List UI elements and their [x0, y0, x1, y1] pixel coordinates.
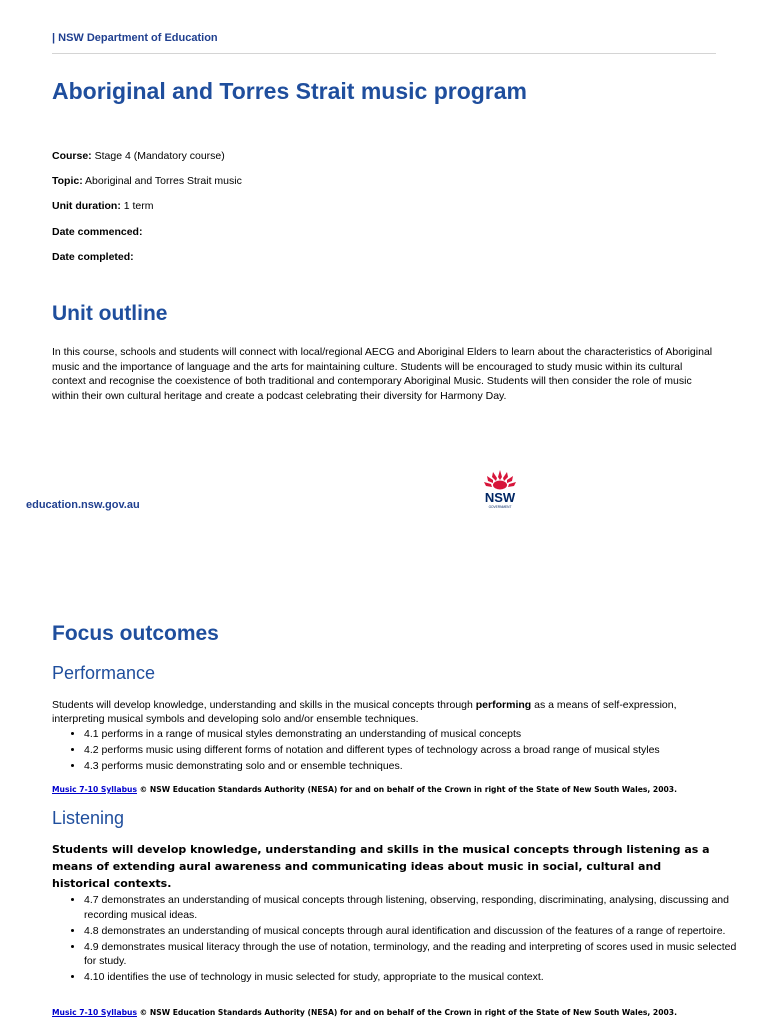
syllabus-link[interactable]: Music 7-10 Syllabus: [52, 1008, 137, 1017]
nsw-government-logo: [478, 468, 522, 512]
footer-url[interactable]: education.nsw.gov.au: [26, 499, 140, 511]
meta-value: 1 term: [120, 200, 154, 212]
list-item: • 4.9 demonstrates musical literacy through the use of notation, terminology, and the reading and interpreting of scores used in music selected for study.: [84, 940, 748, 969]
meta-course: [52, 150, 225, 162]
waratah-flower-icon: [484, 470, 516, 490]
listening-heading: Listening: [52, 808, 125, 828]
listening-outcomes-list: [52, 893, 748, 986]
performance-intro-bold: performing: [475, 699, 532, 711]
listening-citation: [52, 1008, 752, 1017]
citation-text: © NSW Education Standards Authority (NESA) for and on behalf of the Crown in right of the State of New South Wales, 2003.: [137, 1008, 677, 1017]
unit-outline-heading: Unit outline: [52, 302, 168, 325]
meta-label: Unit duration:: [52, 200, 121, 212]
list-item: • 4.10 identifies the use of technology in music selected for study, appropriate to the musical context.: [84, 970, 748, 985]
list-item: • 4.8 demonstrates an understanding of musical concepts through aural identification and discussion of the features of a range of repertoire.: [84, 924, 748, 939]
meta-unit-duration: [52, 200, 154, 212]
meta-label: Topic:: [52, 175, 83, 187]
syllabus-link[interactable]: Music 7-10 Syllabus: [52, 785, 137, 794]
meta-date-commenced: [52, 226, 142, 238]
meta-topic: [52, 175, 242, 187]
unit-outline-paragraph: In this course, schools and students will connect with local/regional AECG and Aboriginal Elders to learn about the characteristics of Aboriginal music and the importance of language and the arts for maintaining culture. Students will be encouraged to study music within its cultural context and recognise the coexistence of both traditional and contemporary Aboriginal Music. Students will then consider the role of music within their own cultural heritage and create a podcast celebrating their diversity for Harmony Day.: [52, 346, 713, 402]
meta-date-completed: [52, 251, 134, 263]
performance-citation: [52, 785, 752, 794]
meta-value: Stage 4 (Mandatory course): [91, 150, 225, 162]
performance-intro-after: as a means of self-expression, interpreting musical symbols and developing solo and/or ensemble techniques.: [52, 699, 677, 725]
performance-heading: Performance: [52, 663, 156, 683]
performance-outcomes-list: [52, 727, 748, 775]
department-header: | NSW Department of Education: [52, 32, 218, 44]
listening-intro: Students will develop knowledge, understanding and skills in the musical concepts through listening as a means of extending aural awareness and communicating ideas about music in social, cultural and historical contexts.: [52, 843, 710, 890]
meta-label: Date completed:: [52, 251, 134, 263]
performance-intro: [52, 698, 716, 726]
meta-label: Date commenced:: [52, 226, 143, 238]
list-item: • 4.3 performs music demonstrating solo and or ensemble techniques.: [84, 759, 748, 774]
focus-outcomes-heading: Focus outcomes: [52, 622, 219, 645]
logo-text: NSW: [484, 490, 516, 505]
citation-text: © NSW Education Standards Authority (NESA) for and on behalf of the Crown in right of the State of New South Wales, 2003.: [137, 785, 677, 794]
document-title: Aboriginal and Torres Strait music program: [52, 78, 527, 104]
meta-label: Course:: [52, 150, 92, 162]
list-item: • 4.7 demonstrates an understanding of musical concepts through listening, observing, responding, discriminating, analysing, discussing and recording musical ideas.: [84, 893, 748, 922]
logo-subtext: GOVERNMENT: [488, 505, 512, 509]
performance-intro-before: Students will develop knowledge, understanding and skills in the musical concepts through: [52, 699, 476, 711]
list-item: • 4.1 performs in a range of musical styles demonstrating an understanding of musical concepts: [84, 727, 748, 742]
meta-value: Aboriginal and Torres Strait music: [82, 175, 242, 187]
list-item: • 4.2 performs music using different forms of notation and different types of technology across a broad range of musical styles: [84, 743, 748, 758]
header-divider: [52, 53, 716, 54]
